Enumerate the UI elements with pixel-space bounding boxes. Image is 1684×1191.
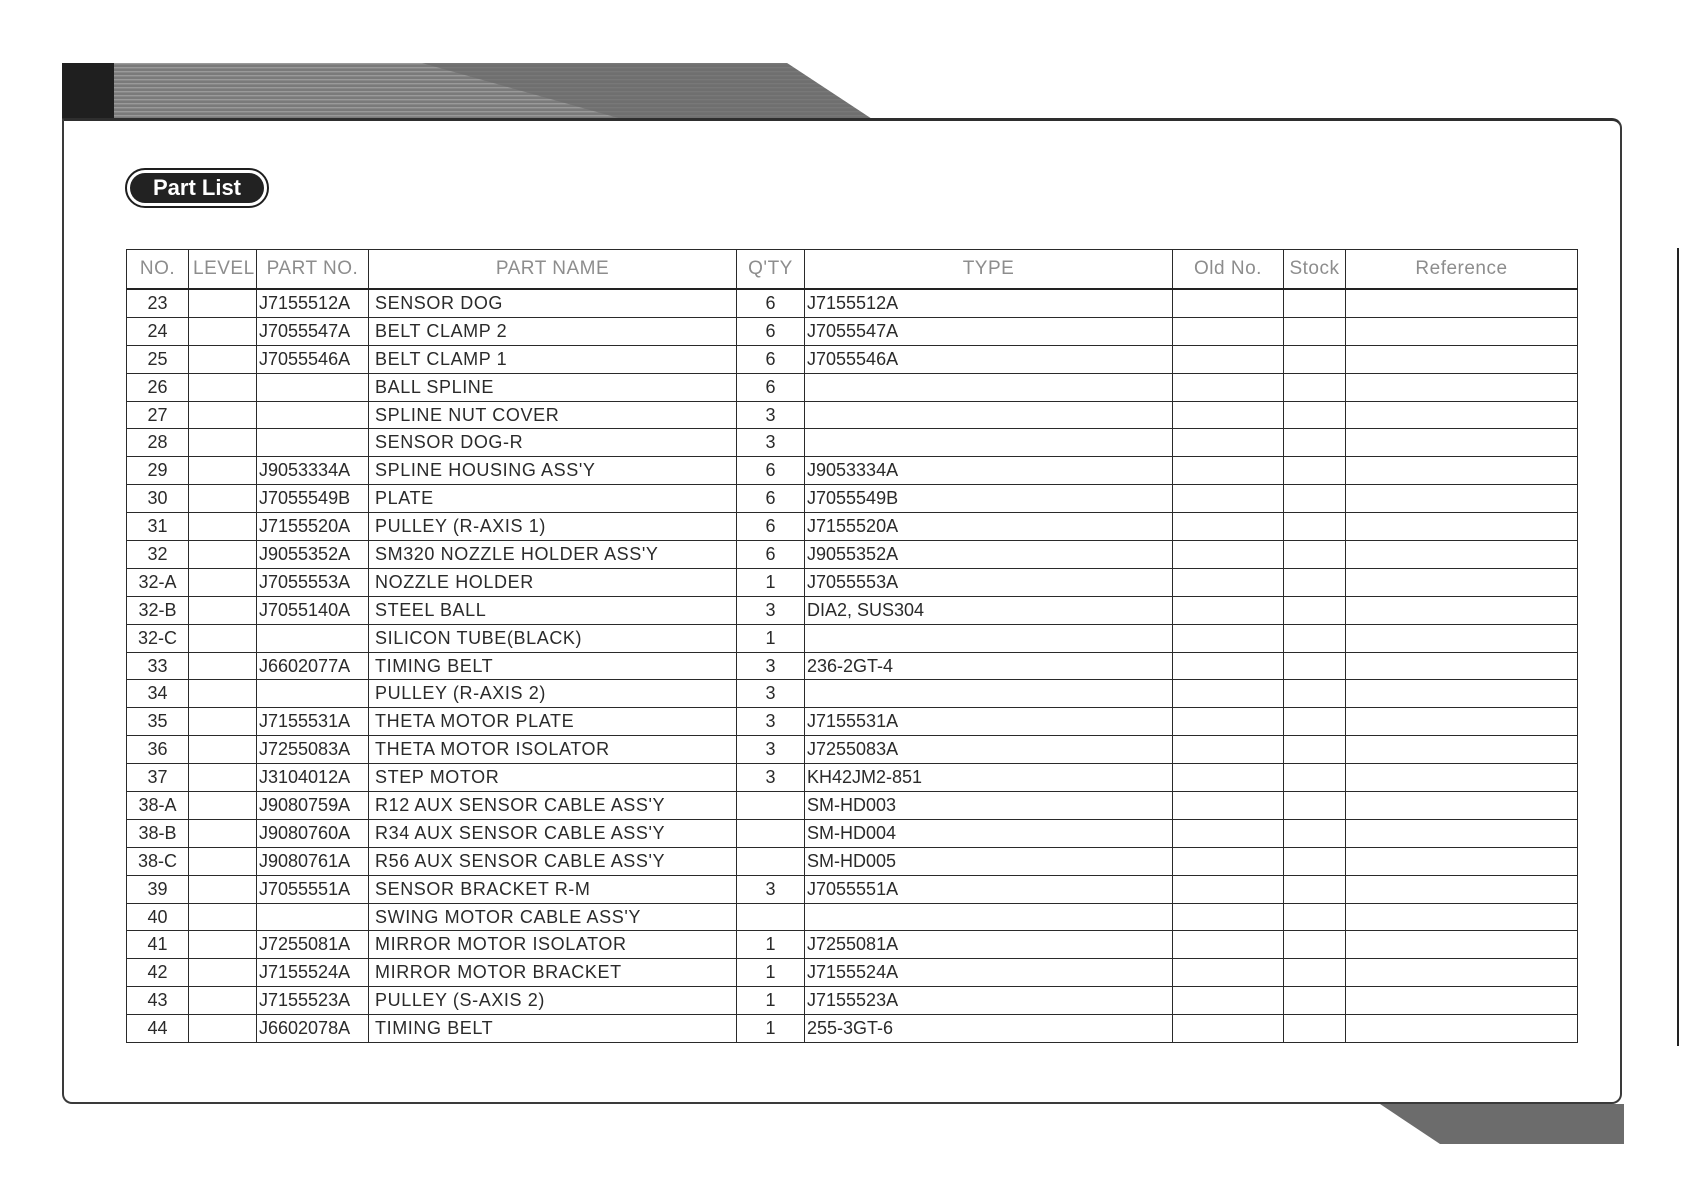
cell-reference bbox=[1346, 373, 1578, 401]
cell-stock bbox=[1284, 485, 1346, 513]
cell-reference bbox=[1346, 819, 1578, 847]
table-row bbox=[127, 568, 1578, 596]
cell-qty: 3 bbox=[737, 875, 805, 903]
cell-level bbox=[189, 345, 257, 373]
cell-stock bbox=[1284, 289, 1346, 317]
cell-qty: 6 bbox=[737, 457, 805, 485]
cell-part-name: PULLEY (R-AXIS 1) bbox=[369, 513, 737, 541]
parts-table bbox=[126, 249, 1578, 1043]
cell-part-no: J6602077A bbox=[257, 652, 369, 680]
cell-type: SM-HD003 bbox=[805, 792, 1173, 820]
table-row bbox=[127, 959, 1578, 987]
cell-part-name: BALL SPLINE bbox=[369, 373, 737, 401]
cell-part-no: J7155524A bbox=[257, 959, 369, 987]
table-row bbox=[127, 792, 1578, 820]
cell-part-no bbox=[257, 624, 369, 652]
cell-level bbox=[189, 289, 257, 317]
cell-level bbox=[189, 568, 257, 596]
cell-stock bbox=[1284, 987, 1346, 1015]
table-row bbox=[127, 596, 1578, 624]
table-row bbox=[127, 1015, 1578, 1043]
cell-type: SM-HD004 bbox=[805, 819, 1173, 847]
cell-stock bbox=[1284, 596, 1346, 624]
table-row bbox=[127, 345, 1578, 373]
cell-type: J7155512A bbox=[805, 289, 1173, 317]
cell-type: KH42JM2-851 bbox=[805, 764, 1173, 792]
cell-part-name: SM320 NOZZLE HOLDER ASS'Y bbox=[369, 541, 737, 569]
cell-part-name: TIMING BELT bbox=[369, 652, 737, 680]
cell-old-no bbox=[1173, 401, 1284, 429]
cell-no: 38-A bbox=[127, 792, 189, 820]
cell-type: J7055546A bbox=[805, 345, 1173, 373]
cell-no: 32-A bbox=[127, 568, 189, 596]
cell-stock bbox=[1284, 847, 1346, 875]
cell-part-no: J7155531A bbox=[257, 708, 369, 736]
cell-level bbox=[189, 819, 257, 847]
cell-old-no bbox=[1173, 875, 1284, 903]
cell-stock bbox=[1284, 736, 1346, 764]
cell-part-name: THETA MOTOR ISOLATOR bbox=[369, 736, 737, 764]
cell-old-no bbox=[1173, 736, 1284, 764]
table-row bbox=[127, 513, 1578, 541]
table-row bbox=[127, 875, 1578, 903]
cell-part-name: PLATE bbox=[369, 485, 737, 513]
cell-no: 42 bbox=[127, 959, 189, 987]
cell-no: 43 bbox=[127, 987, 189, 1015]
cell-stock bbox=[1284, 875, 1346, 903]
cell-qty: 3 bbox=[737, 596, 805, 624]
cell-part-name: PULLEY (S-AXIS 2) bbox=[369, 987, 737, 1015]
cell-qty: 1 bbox=[737, 1015, 805, 1043]
cell-old-no bbox=[1173, 317, 1284, 345]
table-row bbox=[127, 457, 1578, 485]
cell-type: J7055553A bbox=[805, 568, 1173, 596]
cell-stock bbox=[1284, 541, 1346, 569]
cell-level bbox=[189, 680, 257, 708]
cell-stock bbox=[1284, 429, 1346, 457]
table-row bbox=[127, 317, 1578, 345]
cell-part-no bbox=[257, 903, 369, 931]
cell-part-no: J9053334A bbox=[257, 457, 369, 485]
cell-old-no bbox=[1173, 903, 1284, 931]
cell-old-no bbox=[1173, 541, 1284, 569]
page-title: Part List bbox=[130, 173, 264, 203]
cell-reference bbox=[1346, 401, 1578, 429]
cell-stock bbox=[1284, 903, 1346, 931]
cell-part-name: THETA MOTOR PLATE bbox=[369, 708, 737, 736]
table-row bbox=[127, 903, 1578, 931]
cell-level bbox=[189, 513, 257, 541]
cell-type bbox=[805, 373, 1173, 401]
cell-reference bbox=[1346, 568, 1578, 596]
col-header-part-no: PART NO. bbox=[257, 250, 369, 290]
cell-part-no bbox=[257, 680, 369, 708]
col-header-part-name: PART NAME bbox=[369, 250, 737, 290]
cell-part-name: SENSOR DOG bbox=[369, 289, 737, 317]
cell-no: 32-B bbox=[127, 596, 189, 624]
cell-old-no bbox=[1173, 568, 1284, 596]
cell-no: 37 bbox=[127, 764, 189, 792]
cell-reference bbox=[1346, 485, 1578, 513]
cell-part-no: J7055553A bbox=[257, 568, 369, 596]
cell-part-name: SPLINE NUT COVER bbox=[369, 401, 737, 429]
cell-no: 28 bbox=[127, 429, 189, 457]
cell-type: J9053334A bbox=[805, 457, 1173, 485]
cell-level bbox=[189, 959, 257, 987]
cell-no: 26 bbox=[127, 373, 189, 401]
cell-old-no bbox=[1173, 485, 1284, 513]
cell-type: 255-3GT-6 bbox=[805, 1015, 1173, 1043]
cell-old-no bbox=[1173, 931, 1284, 959]
cell-no: 31 bbox=[127, 513, 189, 541]
cell-level bbox=[189, 457, 257, 485]
cell-level bbox=[189, 931, 257, 959]
cell-part-no: J7055549B bbox=[257, 485, 369, 513]
cell-part-no: J7255081A bbox=[257, 931, 369, 959]
cell-no: 32 bbox=[127, 541, 189, 569]
cell-stock bbox=[1284, 568, 1346, 596]
cell-part-no bbox=[257, 373, 369, 401]
cell-old-no bbox=[1173, 819, 1284, 847]
cell-reference bbox=[1346, 429, 1578, 457]
table-row bbox=[127, 541, 1578, 569]
cell-qty: 1 bbox=[737, 959, 805, 987]
cell-part-no: J6602078A bbox=[257, 1015, 369, 1043]
cell-stock bbox=[1284, 819, 1346, 847]
table-row bbox=[127, 652, 1578, 680]
cell-old-no bbox=[1173, 708, 1284, 736]
cell-stock bbox=[1284, 457, 1346, 485]
cell-old-no bbox=[1173, 680, 1284, 708]
cell-no: 30 bbox=[127, 485, 189, 513]
cell-qty: 1 bbox=[737, 931, 805, 959]
cell-part-name: STEP MOTOR bbox=[369, 764, 737, 792]
cell-type: J7055547A bbox=[805, 317, 1173, 345]
cell-level bbox=[189, 373, 257, 401]
cell-old-no bbox=[1173, 345, 1284, 373]
cell-part-name: TIMING BELT bbox=[369, 1015, 737, 1043]
cell-no: 29 bbox=[127, 457, 189, 485]
cell-qty: 6 bbox=[737, 289, 805, 317]
cell-part-no: J7155523A bbox=[257, 987, 369, 1015]
cell-reference bbox=[1346, 959, 1578, 987]
cell-reference bbox=[1346, 345, 1578, 373]
cell-level bbox=[189, 317, 257, 345]
cell-reference bbox=[1346, 317, 1578, 345]
cell-level bbox=[189, 875, 257, 903]
cell-stock bbox=[1284, 373, 1346, 401]
cell-stock bbox=[1284, 708, 1346, 736]
cell-reference bbox=[1346, 680, 1578, 708]
cell-reference bbox=[1346, 652, 1578, 680]
cell-level bbox=[189, 401, 257, 429]
cell-reference bbox=[1346, 541, 1578, 569]
cell-part-name: STEEL BALL bbox=[369, 596, 737, 624]
cell-part-name: NOZZLE HOLDER bbox=[369, 568, 737, 596]
cell-type bbox=[805, 401, 1173, 429]
cell-part-no: J7055551A bbox=[257, 875, 369, 903]
cell-part-name: PULLEY (R-AXIS 2) bbox=[369, 680, 737, 708]
cell-part-name: R34 AUX SENSOR CABLE ASS'Y bbox=[369, 819, 737, 847]
cell-qty: 6 bbox=[737, 345, 805, 373]
cell-qty bbox=[737, 903, 805, 931]
cell-reference bbox=[1346, 931, 1578, 959]
header-band bbox=[62, 63, 872, 119]
cell-qty: 3 bbox=[737, 764, 805, 792]
cell-part-name: BELT CLAMP 2 bbox=[369, 317, 737, 345]
cell-qty: 1 bbox=[737, 568, 805, 596]
cell-stock bbox=[1284, 624, 1346, 652]
cell-part-name: MIRROR MOTOR BRACKET bbox=[369, 959, 737, 987]
cell-old-no bbox=[1173, 959, 1284, 987]
cell-qty: 3 bbox=[737, 401, 805, 429]
cell-old-no bbox=[1173, 596, 1284, 624]
cell-stock bbox=[1284, 792, 1346, 820]
cell-qty: 3 bbox=[737, 429, 805, 457]
cell-level bbox=[189, 624, 257, 652]
table-row bbox=[127, 764, 1578, 792]
cell-level bbox=[189, 596, 257, 624]
cell-qty: 6 bbox=[737, 485, 805, 513]
cell-stock bbox=[1284, 317, 1346, 345]
cell-stock bbox=[1284, 345, 1346, 373]
cell-part-no: J9080759A bbox=[257, 792, 369, 820]
cell-old-no bbox=[1173, 429, 1284, 457]
cell-level bbox=[189, 708, 257, 736]
cell-stock bbox=[1284, 680, 1346, 708]
cell-old-no bbox=[1173, 987, 1284, 1015]
col-header-old-no: Old No. bbox=[1173, 250, 1284, 290]
cell-part-name: MIRROR MOTOR ISOLATOR bbox=[369, 931, 737, 959]
cell-type: J7155524A bbox=[805, 959, 1173, 987]
cell-qty: 3 bbox=[737, 680, 805, 708]
part-list-badge bbox=[125, 168, 269, 208]
cell-level bbox=[189, 736, 257, 764]
footer-tab bbox=[1380, 1104, 1624, 1144]
table-row bbox=[127, 931, 1578, 959]
cell-reference bbox=[1346, 764, 1578, 792]
cell-qty: 3 bbox=[737, 652, 805, 680]
cell-level bbox=[189, 652, 257, 680]
cell-type: J7155531A bbox=[805, 708, 1173, 736]
cell-reference bbox=[1346, 792, 1578, 820]
cell-reference bbox=[1346, 289, 1578, 317]
cell-no: 40 bbox=[127, 903, 189, 931]
cell-part-no bbox=[257, 429, 369, 457]
cell-part-no: J3104012A bbox=[257, 764, 369, 792]
cell-old-no bbox=[1173, 373, 1284, 401]
cell-no: 23 bbox=[127, 289, 189, 317]
parts-table-body bbox=[127, 289, 1578, 1043]
cell-part-no bbox=[257, 401, 369, 429]
cell-type: J9055352A bbox=[805, 541, 1173, 569]
cell-stock bbox=[1284, 959, 1346, 987]
cell-part-no: J7155520A bbox=[257, 513, 369, 541]
cell-reference bbox=[1346, 736, 1578, 764]
table-row bbox=[127, 429, 1578, 457]
table-row bbox=[127, 401, 1578, 429]
cell-part-no: J7055546A bbox=[257, 345, 369, 373]
cell-type bbox=[805, 903, 1173, 931]
table-row bbox=[127, 847, 1578, 875]
cell-old-no bbox=[1173, 652, 1284, 680]
cell-no: 38-B bbox=[127, 819, 189, 847]
col-header-reference: Reference bbox=[1346, 250, 1578, 290]
cell-old-no bbox=[1173, 624, 1284, 652]
side-rule bbox=[1677, 248, 1679, 1046]
cell-level bbox=[189, 764, 257, 792]
cell-stock bbox=[1284, 401, 1346, 429]
cell-qty bbox=[737, 819, 805, 847]
cell-stock bbox=[1284, 513, 1346, 541]
cell-old-no bbox=[1173, 457, 1284, 485]
cell-old-no bbox=[1173, 792, 1284, 820]
cell-part-no: J7255083A bbox=[257, 736, 369, 764]
cell-qty bbox=[737, 792, 805, 820]
cell-type: SM-HD005 bbox=[805, 847, 1173, 875]
cell-stock bbox=[1284, 652, 1346, 680]
cell-type: J7255083A bbox=[805, 736, 1173, 764]
cell-type: DIA2, SUS304 bbox=[805, 596, 1173, 624]
cell-old-no bbox=[1173, 847, 1284, 875]
cell-qty: 6 bbox=[737, 317, 805, 345]
cell-type bbox=[805, 429, 1173, 457]
cell-reference bbox=[1346, 847, 1578, 875]
cell-reference bbox=[1346, 596, 1578, 624]
cell-part-name: BELT CLAMP 1 bbox=[369, 345, 737, 373]
table-header-row bbox=[127, 250, 1578, 290]
col-header-type: TYPE bbox=[805, 250, 1173, 290]
cell-no: 35 bbox=[127, 708, 189, 736]
cell-type: J7155520A bbox=[805, 513, 1173, 541]
cell-level bbox=[189, 1015, 257, 1043]
cell-type: 236-2GT-4 bbox=[805, 652, 1173, 680]
cell-level bbox=[189, 903, 257, 931]
cell-part-no: J9080761A bbox=[257, 847, 369, 875]
cell-level bbox=[189, 987, 257, 1015]
cell-part-name: R56 AUX SENSOR CABLE ASS'Y bbox=[369, 847, 737, 875]
cell-reference bbox=[1346, 987, 1578, 1015]
cell-part-no: J7055140A bbox=[257, 596, 369, 624]
cell-no: 41 bbox=[127, 931, 189, 959]
cell-no: 34 bbox=[127, 680, 189, 708]
cell-no: 36 bbox=[127, 736, 189, 764]
cell-level bbox=[189, 792, 257, 820]
cell-level bbox=[189, 847, 257, 875]
table-row bbox=[127, 680, 1578, 708]
cell-qty bbox=[737, 847, 805, 875]
col-header-level: LEVEL bbox=[189, 250, 257, 290]
cell-part-no: J9055352A bbox=[257, 541, 369, 569]
cell-stock bbox=[1284, 764, 1346, 792]
cell-no: 38-C bbox=[127, 847, 189, 875]
cell-qty: 6 bbox=[737, 373, 805, 401]
cell-no: 33 bbox=[127, 652, 189, 680]
cell-type bbox=[805, 624, 1173, 652]
cell-old-no bbox=[1173, 289, 1284, 317]
cell-part-name: SWING MOTOR CABLE ASS'Y bbox=[369, 903, 737, 931]
col-header-qty: Q'TY bbox=[737, 250, 805, 290]
cell-level bbox=[189, 541, 257, 569]
table-row bbox=[127, 819, 1578, 847]
cell-no: 24 bbox=[127, 317, 189, 345]
cell-type: J7055551A bbox=[805, 875, 1173, 903]
cell-no: 25 bbox=[127, 345, 189, 373]
cell-part-name: SILICON TUBE(BLACK) bbox=[369, 624, 737, 652]
cell-reference bbox=[1346, 875, 1578, 903]
cell-type: J7055549B bbox=[805, 485, 1173, 513]
cell-level bbox=[189, 485, 257, 513]
cell-qty: 6 bbox=[737, 513, 805, 541]
cell-no: 39 bbox=[127, 875, 189, 903]
cell-part-no: J7055547A bbox=[257, 317, 369, 345]
cell-part-name: SPLINE HOUSING ASS'Y bbox=[369, 457, 737, 485]
table-row bbox=[127, 736, 1578, 764]
cell-reference bbox=[1346, 708, 1578, 736]
cell-type bbox=[805, 680, 1173, 708]
table-row bbox=[127, 485, 1578, 513]
col-header-stock: Stock bbox=[1284, 250, 1346, 290]
cell-qty: 3 bbox=[737, 708, 805, 736]
cell-part-name: SENSOR BRACKET R-M bbox=[369, 875, 737, 903]
cell-reference bbox=[1346, 903, 1578, 931]
table-row bbox=[127, 708, 1578, 736]
cell-type: J7155523A bbox=[805, 987, 1173, 1015]
cell-no: 32-C bbox=[127, 624, 189, 652]
cell-type: J7255081A bbox=[805, 931, 1173, 959]
cell-reference bbox=[1346, 457, 1578, 485]
table-row bbox=[127, 624, 1578, 652]
col-header-no: NO. bbox=[127, 250, 189, 290]
cell-no: 27 bbox=[127, 401, 189, 429]
cell-stock bbox=[1284, 931, 1346, 959]
cell-no: 44 bbox=[127, 1015, 189, 1043]
cell-old-no bbox=[1173, 1015, 1284, 1043]
cell-reference bbox=[1346, 513, 1578, 541]
table-row bbox=[127, 289, 1578, 317]
cell-reference bbox=[1346, 624, 1578, 652]
cell-old-no bbox=[1173, 513, 1284, 541]
cell-stock bbox=[1284, 1015, 1346, 1043]
cell-qty: 6 bbox=[737, 541, 805, 569]
cell-part-no: J7155512A bbox=[257, 289, 369, 317]
table-row bbox=[127, 373, 1578, 401]
cell-reference bbox=[1346, 1015, 1578, 1043]
cell-part-no: J9080760A bbox=[257, 819, 369, 847]
cell-old-no bbox=[1173, 764, 1284, 792]
cell-qty: 3 bbox=[737, 736, 805, 764]
cell-part-name: SENSOR DOG-R bbox=[369, 429, 737, 457]
cell-qty: 1 bbox=[737, 987, 805, 1015]
cell-part-name: R12 AUX SENSOR CABLE ASS'Y bbox=[369, 792, 737, 820]
cell-level bbox=[189, 429, 257, 457]
table-row bbox=[127, 987, 1578, 1015]
cell-qty: 1 bbox=[737, 624, 805, 652]
